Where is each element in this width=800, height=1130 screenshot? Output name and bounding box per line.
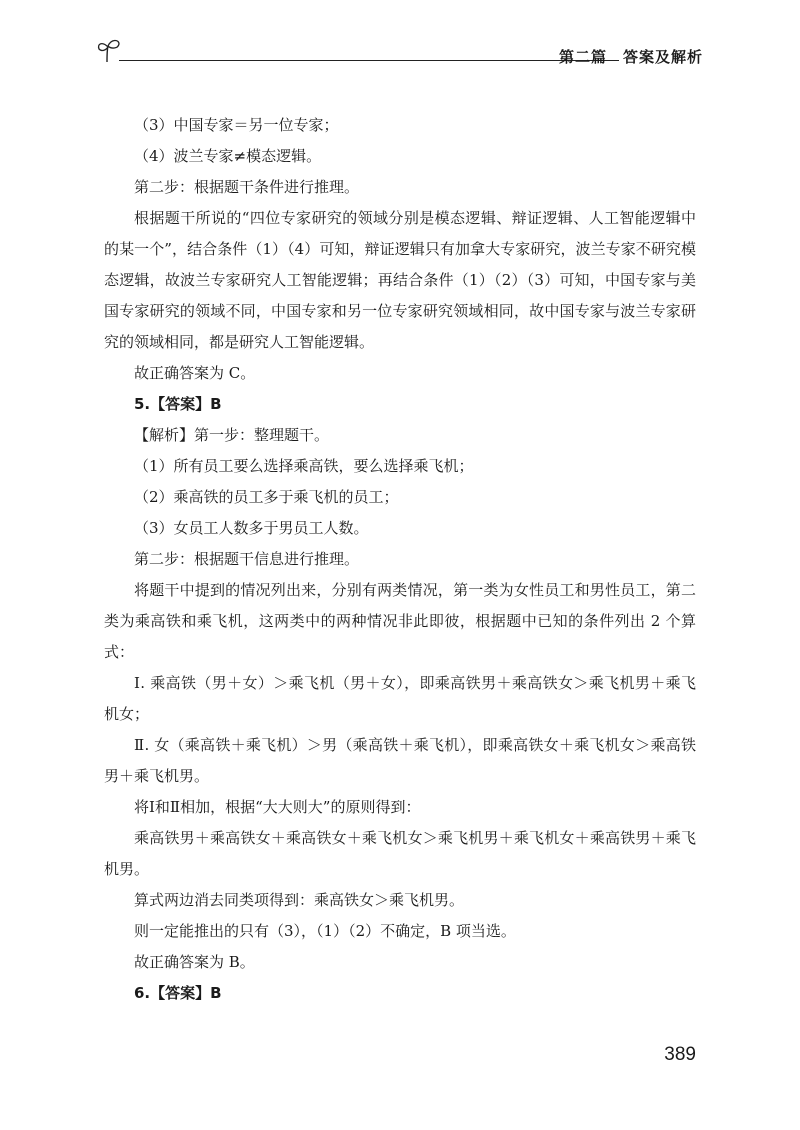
analysis-paragraph: 根据题干所说的“四位专家研究的领域分别是模态逻辑、辩证逻辑、人工智能逻辑中的某一个”，结合条件（1）（4）可知，辩证逻辑只有加拿大专家研究，波兰专家不研究模态逻辑，故波兰专家研究人工智能逻辑；再结合条件（1）（2）（3）可知，中国专家与美国专家研究的领域不同，中国专家和另一位专家研究领域相同，故中国专家与波兰专家研究的领域相同，都是研究人工智能逻辑。 — [104, 209, 696, 351]
page-number: 389 — [664, 1044, 696, 1065]
formula-line: Ⅱ. 女（乘高铁＋乘飞机）＞男（乘高铁＋乘飞机），即乘高铁女＋乘飞机女＞乘高铁男＋乘飞机男。 — [104, 736, 696, 785]
condition-line: （3）中国专家＝另一位专家； — [134, 116, 339, 134]
analysis-paragraph: 算式两边消去同类项得到：乘高铁女＞乘飞机男。 — [134, 891, 465, 909]
section-title: 第二篇 答案及解析 — [558, 48, 703, 66]
formula-line: Ⅰ. 乘高铁（男＋女）＞乘飞机（男＋女），即乘高铁男＋乘高铁女＞乘飞机男＋乘飞机女； — [104, 674, 696, 723]
step-heading: 第二步：根据题干条件进行推理。 — [134, 178, 360, 196]
analysis-heading: 【解析】第一步：整理题干。 — [134, 426, 330, 444]
conclusion-line: 故正确答案为 C。 — [134, 364, 256, 382]
answer-heading: 6.【答案】B — [134, 984, 222, 1002]
analysis-paragraph: 将Ⅰ和Ⅱ相加，根据“大大则大”的原则得到： — [134, 798, 421, 816]
analysis-paragraph: 则一定能推出的只有（3），（1）（2）不确定，B 项当选。 — [134, 922, 516, 940]
step-heading: 第二步：根据题干信息进行推理。 — [134, 550, 360, 568]
running-header — [95, 38, 703, 68]
condition-line: （4）波兰专家≠模态逻辑。 — [134, 147, 322, 165]
header-rule — [119, 60, 619, 61]
condition-line: （1）所有员工要么选择乘高铁，要么选择乘飞机； — [134, 457, 474, 475]
page-body — [104, 110, 696, 1009]
answer-heading: 5.【答案】B — [134, 395, 222, 413]
conclusion-line: 故正确答案为 B。 — [134, 953, 255, 971]
condition-line: （3）女员工人数多于男员工人数。 — [134, 519, 369, 537]
analysis-paragraph: 将题干中提到的情况列出来，分别有两类情况，第一类为女性员工和男性员工，第二类为乘高铁和乘飞机，这两类中的两种情况非此即彼，根据题中已知的条件列出 2 个算式： — [104, 581, 696, 661]
formula-line: 乘高铁男＋乘高铁女＋乘高铁女＋乘飞机女＞乘飞机男＋乘飞机女＋乘高铁男＋乘飞机男。 — [104, 829, 696, 878]
condition-line: （2）乘高铁的员工多于乘飞机的员工； — [134, 488, 399, 506]
